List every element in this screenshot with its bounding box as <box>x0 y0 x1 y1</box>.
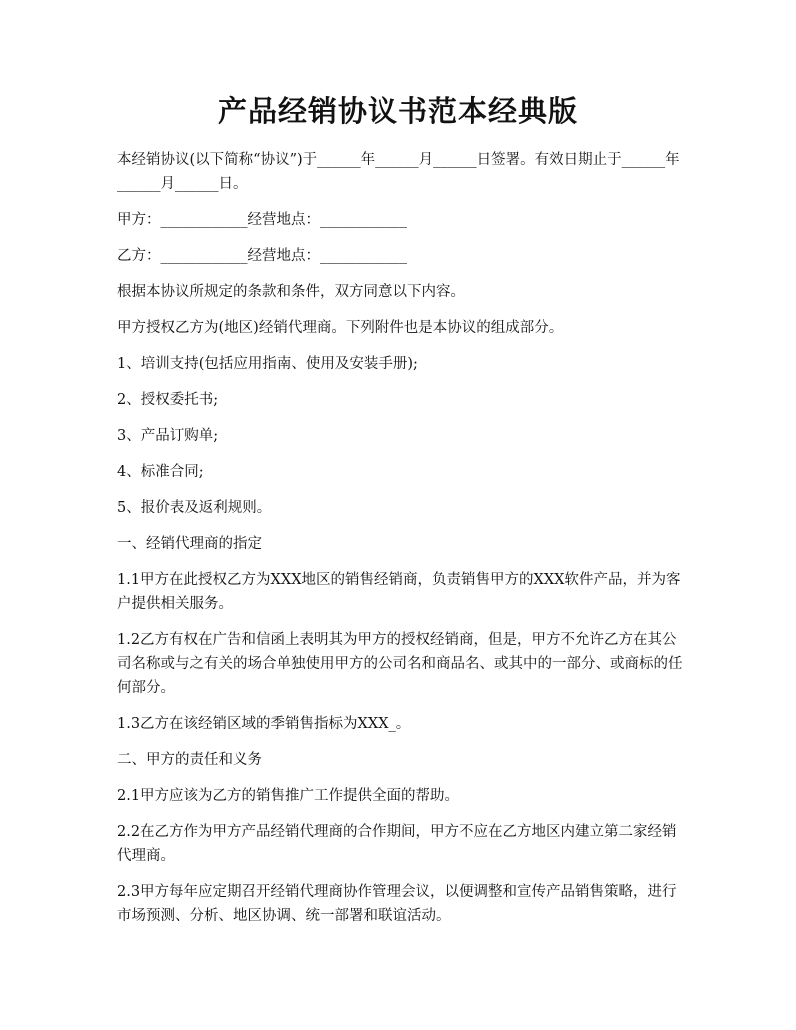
attachment-item: 2、授权委托书; <box>117 392 219 408</box>
attachment-item: 1、培训支持(包括应用指南、使用及安装手册); <box>117 356 418 372</box>
agreement-intro-paragraph: 本经销协议(以下简称“协议”)于______年______月______日签署。有效日期止于______年______月______日。 <box>117 152 680 192</box>
section-heading: 二、甲方的责任和义务 <box>117 752 262 768</box>
document-title: 产品经销协议书范本经典版 <box>217 94 578 128</box>
section-heading: 一、经销代理商的指定 <box>117 536 262 552</box>
document-body <box>117 148 683 940</box>
clause-paragraph: 1.2乙方有权在广告和信函上表明其为甲方的授权经销商，但是，甲方不允许乙方在其公司名称或与之有关的场合单独使用甲方的公司名和商品名、或其中的一部分、或商标的任何部分。 <box>117 632 683 696</box>
clause-paragraph: 1.3乙方在该经销区域的季销售指标为XXX_。 <box>117 716 411 732</box>
attachment-item: 3、产品订购单; <box>117 428 219 444</box>
authorization-paragraph: 甲方授权乙方为(地区)经销代理商。下列附件也是本协议的组成部分。 <box>117 320 564 336</box>
clause-paragraph: 2.3甲方每年应定期召开经销代理商协作管理会议，以便调整和宣传产品销售策略，进行市场预测、分析、地区协调、统一部署和联谊活动。 <box>117 884 677 924</box>
attachment-item: 5、报价表及返利规则。 <box>117 500 272 516</box>
clause-paragraph: 2.2在乙方作为甲方产品经销代理商的合作期间，甲方不应在乙方地区内建立第二家经销代理商。 <box>117 824 677 864</box>
clause-paragraph: 1.1甲方在此授权乙方为XXX地区的销售经销商，负责销售甲方的XXX软件产品，并为客户提供相关服务。 <box>117 572 681 612</box>
party-a-line: 甲方：____________经营地点：____________ <box>117 212 407 228</box>
attachment-item: 4、标准合同; <box>117 464 204 480</box>
party-b-line: 乙方：____________经营地点：____________ <box>117 248 407 264</box>
agreement-basis-paragraph: 根据本协议所规定的条款和条件，双方同意以下内容。 <box>117 284 465 300</box>
clause-paragraph: 2.1甲方应该为乙方的销售推广工作提供全面的帮助。 <box>117 788 460 804</box>
